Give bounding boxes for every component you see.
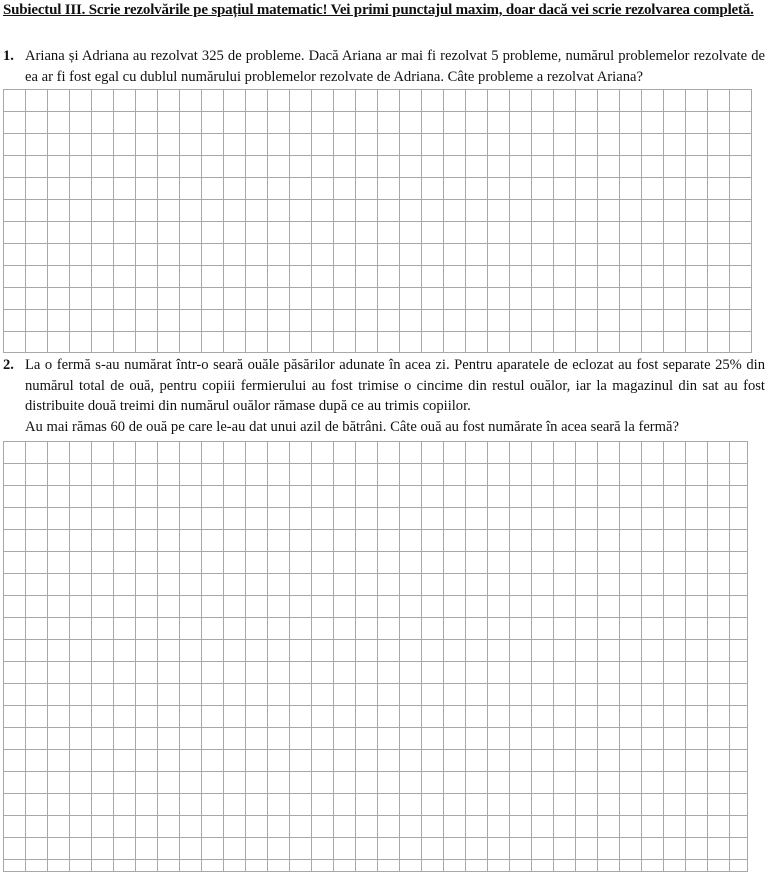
question-text: Au mai rămas 60 de ouă pe care le-au dat unui azil de bătrâni. Câte ouă au fost numărate în acea seară la fermă? bbox=[25, 418, 679, 435]
question-text: La o fermă s-au numărat într-o seară ouăle păsărilor adunate în acea zi. Pentru aparatele de eclozat au fost separate 25% din numărul total de ouă, pentru copiii fermierului au fost trimise o cincime din restul ouălor, iar la magazinul din sat au fost distribuite două treimi din numărul ouălor rămase după ce au trimis copiilor. bbox=[25, 357, 765, 414]
section-header: Subiectul III. Scrie rezolvările pe spațiul matematic! Vei primi punctajul maxim, doar dacă vei scrie rezolvarea completă. bbox=[3, 2, 754, 18]
question-2 bbox=[3, 355, 765, 437]
question-number: 1. bbox=[3, 48, 14, 64]
answer-grid-1[interactable] bbox=[3, 89, 752, 353]
question-number: 2. bbox=[3, 357, 14, 373]
question-text: Ariana și Adriana au rezolvat 325 de probleme. Dacă Ariana ar mai fi rezolvat 5 probleme, numărul problemelor rezolvate de ea ar fi fost egal cu dublul numărului problemelor rezolvate de Adriana. Câte probleme a rezolvat Ariana? bbox=[25, 48, 765, 85]
question-1 bbox=[3, 46, 765, 87]
answer-grid-2[interactable] bbox=[3, 441, 748, 872]
